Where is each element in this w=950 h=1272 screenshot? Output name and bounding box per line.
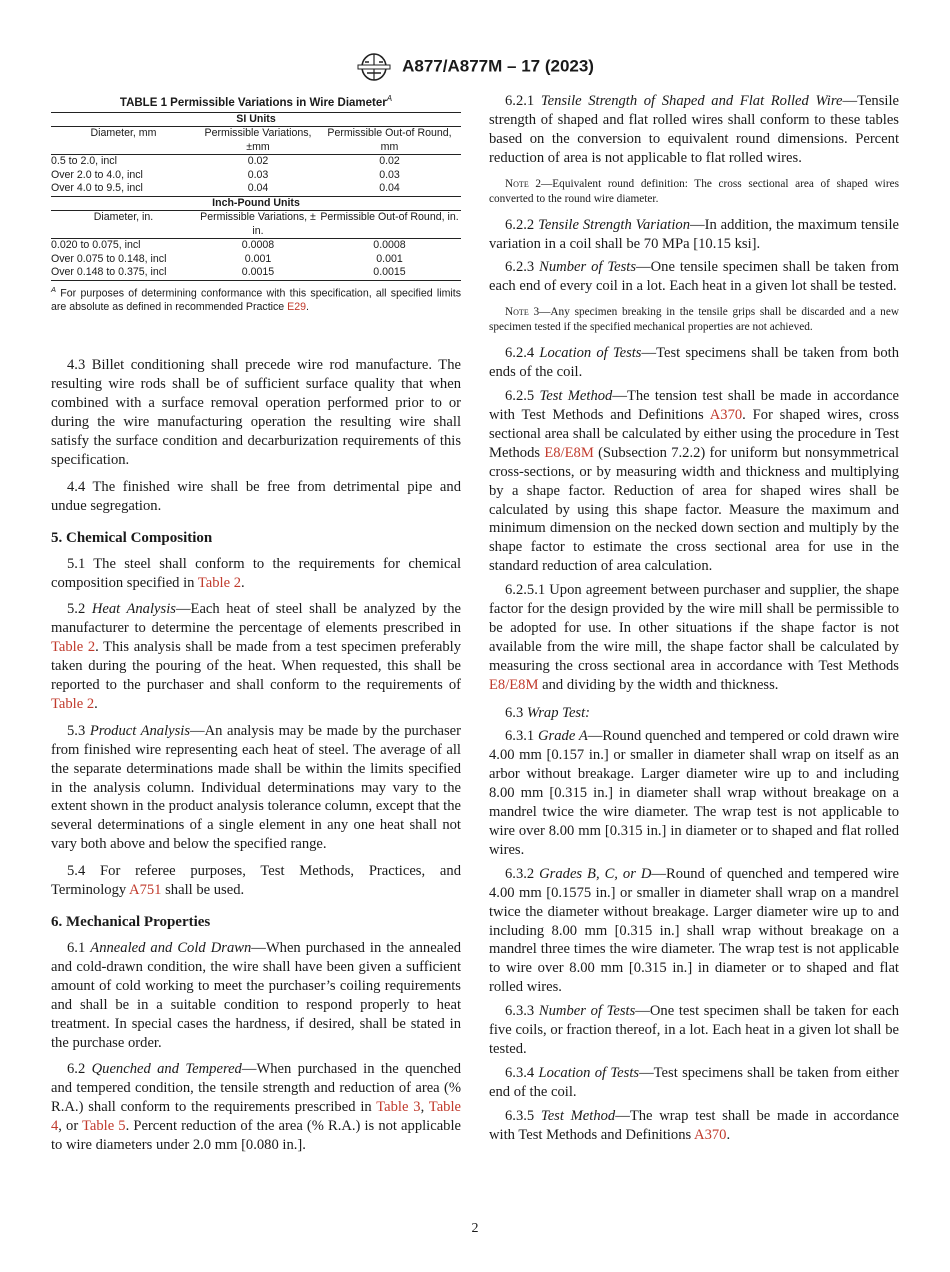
link-e29[interactable]: E29 [287,301,307,314]
table-row: Over 0.148 to 0.375, incl 0.0015 0.0015 [51,266,461,280]
page-number: 2 [471,1221,479,1236]
document-designation: A877/A877M – 17 (2023) [402,56,594,76]
para-6-2-1: 6.2.1 Tensile Strength of Shaped and Flat Rolled Wire—Tensile strength of shaped and flat rolled wires shall conform to these tables based on the conversion to equivalent round dimensions. Percent reduction of area is not applicable to flat rolled wires. [489,93,899,166]
para-5-3: 5.3 Product Analysis—An analysis may be made by the purchaser from finished wire representing each heat of steel. The average of all the separate determinations made shall be within the limits specified in the analysis column. Individual determinations may vary to the extent shown in the product analysis tolerance column, except that the several determinations of a single element in any one heat shall not vary both above and below the specified range. [51,722,461,853]
para-5-2: 5.2 Heat Analysis—Each heat of steel shall be analyzed by the manufacturer to determine the percentage of elements prescribed in Table 2. This analysis shall be made from a test specimen preferably taken during the pouring of the heat. When requested, this shall be reported to the purchaser and shall conform to the requirements of Table 2. [51,601,461,712]
para-6-3-5: 6.3.5 Test Method—The wrap test shall be made in accordance with Test Methods and Definitions A370. [489,1107,899,1143]
section-5-heading: 5. Chemical Composition [51,529,213,546]
para-6-2-2: 6.2.2 Tensile Strength Variation—In addition, the maximum tensile variation in a coil shall be 70 MPa [10.15 ksi]. [489,216,899,252]
note-3: Note 3—Any specimen breaking in the tensile grips shall be discarded and a new specimen tested if the specified mechanical properties are not achieved. [489,306,899,334]
para-6-3: 6.3 Wrap Test: [505,704,591,721]
right-column [489,92,899,1145]
para-6-2-5: 6.2.5 Test Method—The tension test shall be made in accordance with Test Methods and Definitions A370. For shaped wires, cross sectional area shall be calculated by either using the procedure in Test Methods E8/E8M (Subsection 7.2.2) for uniform but nonsymmetrical cross-sections, or by measuring width and thickness and multiplying by a shape factor. Reduction of area for shaped wires shall be calculated by using this shape factor. Measure the maximum and minimum dimension on the necked down section and multiply by the shape factor to estimate the cross sectional area for use in the standard reduction of area calculation. [489,388,900,575]
table1-ip-title: Inch-Pound Units [51,196,461,211]
table-row: Over 4.0 to 9.5, incl 0.04 0.04 [51,182,400,195]
link-table-3[interactable]: Table 3 [376,1099,421,1116]
link-a370[interactable]: A370 [709,406,743,423]
link-e8-e8m[interactable]: E8/E8M [489,676,539,693]
para-6-3-4: 6.3.4 Location of Tests—Test specimens shall be taken from either end of the coil. [489,1064,899,1100]
table-row: Over 2.0 to 4.0, incl 0.03 0.03 [51,168,400,181]
table1-caption: TABLE 1 Permissible Variations in Wire Diameter$^A$ [119,94,393,109]
para-4-4: 4.4 The finished wire shall be free from detrimental pipe and undue segregation. [51,478,461,514]
para-6-2-5-1: 6.2.5.1 Upon agreement between purchaser and supplier, the shape factor for the design provided by the wire mill shall be permissible to be adopted for use. In other situations if the shape factor is not available from the wire mill, the shape factor shall be calculated by measuring the cross sectional area in accordance with Test Methods E8/E8M and dividing by the width and thickness. [489,582,899,693]
astm-logo-icon [356,52,392,82]
link-table-2[interactable]: Table 2 [197,574,242,591]
note-2: Note 2—Equivalent round definition: The cross sectional area of shaped wires converted to the round wire diameter. [489,177,899,205]
table1-ip-header-row: Diameter, in. Permissible Variations, ± in. Permissible Out-of Round, in. [51,211,461,239]
table1-si-header-row: Diameter, mm Permissible Variations, ±mm Permissible Out-of Round, mm [51,127,461,155]
link-a370[interactable]: A370 [694,1126,727,1143]
para-6-3-3: 6.3.3 Number of Tests—One test specimen shall be taken for each five coils, or fraction thereof, in a lot. Each heat in a given lot shall be tested. [489,1003,899,1057]
para-5-4: 5.4 For referee purposes, Test Methods, Practices, and Terminology A751 shall be used. [51,863,461,899]
table-row: Over 0.075 to 0.148, incl 0.001 0.001 [51,252,403,265]
para-5-1: 5.1 The steel shall conform to the requirements for chemical composition specified in Table 2. [51,555,461,591]
link-e8-e8m[interactable]: E8/E8M [544,444,594,461]
para-6-2: 6.2 Quenched and Tempered—When purchased in the quenched and tempered condition, the tensile strength and reduction of area (% R.A.) shall conform to the requirements prescribed in Table 3, Table 4, or Table 5. Percent reduction of the area (% R.A.) is not applicable to wire diameters under 2.0 mm [0.080 in.]. [51,1061,462,1154]
table-row: 0.5 to 2.0, incl 0.02 0.02 [51,155,400,168]
para-6-3-1: 6.3.1 Grade A—Round quenched and tempered or cold drawn wire 4.00 mm [0.157 in.] or smaller in diameter shall wrap on itself as an arbor without breakage. Larger diameter wire up to and including 8.00 mm [0.315 in.] in diameter shall wrap without breakage on a mandrel twice the wire diameter. The wrap test is not applicable to wire over 8.00 mm [0.315 in.] in diameter or to shaped and flat rolled wires. [489,728,899,858]
para-6-1: 6.1 Annealed and Cold Drawn—When purchased in the annealed and cold-drawn condition, the wire shall have been given a sufficient amount of cold working to meet the purchaser’s coiling requirements and shall be in a suitable condition to respond properly to heat treatment. In special cases the hardness, if desired, shall be stated in the purchase order. [51,940,461,1051]
link-table-2[interactable]: Table 2 [51,639,96,656]
table1 [51,112,461,281]
link-a751[interactable]: A751 [129,882,162,899]
left-column [51,92,461,1155]
link-table-5[interactable]: Table 5 [82,1118,126,1135]
section-6-heading: 6. Mechanical Properties [51,914,211,931]
para-6-3-2: 6.3.2 Grades B, C, or D—Round of quenched and tempered wire 4.00 mm [0.1575 in.] or smaller in diameter shall wrap on a mandrel twice the diameter without breakage. Larger diameter wire up to and including 8.00 mm [0.315 in.] shall wrap without breakage on a mandrel three times the wire diameter. The wrap test is not applicable to wire over 8.00 mm [0.315 in.] in diameter or to shaped and flat rolled wires. [489,865,899,996]
para-6-2-4: 6.2.4 Location of Tests—Test specimens shall be taken from both ends of the coil. [489,345,899,381]
link-table-4[interactable]: Table 4 [51,1099,461,1135]
para-4-3: 4.3 Billet conditioning shall precede wire rod manufacture. The resulting wire rods shall be of sufficient surface quality that when combined with a surface removal operation performed prior to or during the wire manufacturing operation the resulting wire shall satisfy the surface condition and decarburization requirements of this specification. [51,357,461,468]
table1-footnote: $^A$ For purposes of determining conformance with this specification, all specified limits are absolute as defined in recommended Practice E29. [51,284,461,314]
table-row: 0.020 to 0.075, incl 0.0008 0.0008 [51,239,406,252]
table1-si-title: SI Units [51,112,461,127]
page-header [0,52,950,82]
link-table-2[interactable]: Table 2 [51,695,95,712]
para-6-2-3: 6.2.3 Number of Tests—One tensile specimen shall be taken from each end of every coil in a lot. Each heat in a given lot shall be tested. [489,259,900,295]
